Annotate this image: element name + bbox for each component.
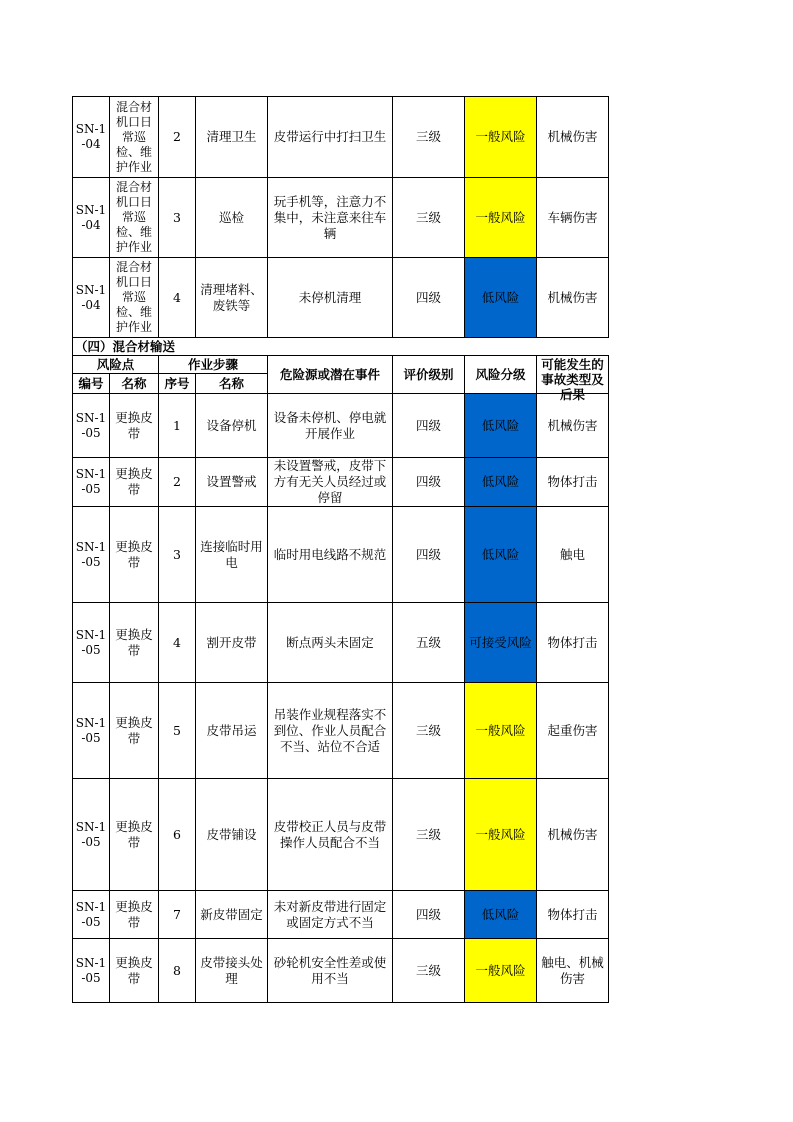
cell-risk: 低风险 — [465, 458, 537, 507]
cell-accident: 机械伤害 — [537, 258, 609, 338]
cell-hazard: 吊装作业规程落实不到位、作业人员配合不当、站位不合适 — [268, 683, 393, 779]
cell-name: 更换皮带 — [110, 458, 159, 507]
cell-seq: 6 — [159, 779, 196, 891]
cell-step: 设备停机 — [196, 394, 268, 458]
cell-seq: 4 — [159, 258, 196, 338]
cell-level: 三级 — [393, 178, 465, 258]
cell-hazard: 皮带校正人员与皮带操作人员配合不当 — [268, 779, 393, 891]
cell-level: 四级 — [393, 394, 465, 458]
table-header — [73, 356, 609, 402]
cell-accident: 物体打击 — [537, 891, 609, 939]
cell-step: 皮带铺设 — [196, 779, 268, 891]
cell-seq: 4 — [159, 603, 196, 683]
cell-name: 更换皮带 — [110, 603, 159, 683]
cell-seq: 8 — [159, 939, 196, 1003]
header-seq: 序号 — [159, 374, 196, 394]
cell-risk: 低风险 — [465, 507, 537, 603]
table-row — [73, 603, 609, 683]
cell-name: 更换皮带 — [110, 939, 159, 1003]
cell-hazard: 未设置警戒，皮带下方有无关人员经过或停留 — [268, 458, 393, 507]
cell-code: SN-1-05 — [73, 779, 110, 891]
cell-step: 新皮带固定 — [196, 891, 268, 939]
cell-hazard: 设备未停机、停电就开展作业 — [268, 394, 393, 458]
cell-code: SN-1-05 — [73, 891, 110, 939]
cell-seq: 7 — [159, 891, 196, 939]
cell-step: 割开皮带 — [196, 603, 268, 683]
cell-hazard: 玩手机等，注意力不集中，未注意来往车辆 — [268, 178, 393, 258]
header-risk: 风险分级 — [465, 356, 537, 394]
cell-name: 更换皮带 — [110, 891, 159, 939]
risk-table-body — [73, 394, 609, 1003]
cell-risk: 一般风险 — [465, 683, 537, 779]
cell-level: 三级 — [393, 779, 465, 891]
cell-step: 皮带接头处理 — [196, 939, 268, 1003]
cell-step: 皮带吊运 — [196, 683, 268, 779]
cell-hazard: 未停机清理 — [268, 258, 393, 338]
cell-name: 混合材机口日常巡检、维护作业 — [110, 97, 159, 178]
risk-table-top — [72, 96, 609, 338]
cell-accident: 机械伤害 — [537, 779, 609, 891]
cell-level: 三级 — [393, 939, 465, 1003]
cell-name: 混合材机口日常巡检、维护作业 — [110, 178, 159, 258]
cell-risk: 一般风险 — [465, 779, 537, 891]
header-work-steps: 作业步骤 — [159, 356, 268, 374]
cell-accident: 触电、机械伤害 — [537, 939, 609, 1003]
header-step-name: 名称 — [196, 374, 268, 394]
cell-seq: 3 — [159, 507, 196, 603]
cell-name: 更换皮带 — [110, 507, 159, 603]
risk-table — [72, 355, 609, 1003]
section-title: （四）混合材输送 — [72, 338, 607, 355]
cell-name: 更换皮带 — [110, 394, 159, 458]
cell-step: 连接临时用电 — [196, 507, 268, 603]
cell-code: SN-1-04 — [73, 178, 110, 258]
header-name: 名称 — [110, 374, 159, 394]
cell-accident: 物体打击 — [537, 603, 609, 683]
table-row — [73, 891, 609, 939]
table-row — [73, 507, 609, 603]
cell-code: SN-1-05 — [73, 683, 110, 779]
table-row — [73, 178, 609, 258]
risk-table-top-body — [73, 97, 609, 338]
cell-level: 四级 — [393, 458, 465, 507]
header-risk-point: 风险点 — [73, 356, 159, 374]
cell-level: 五级 — [393, 603, 465, 683]
cell-name: 更换皮带 — [110, 779, 159, 891]
cell-level: 四级 — [393, 507, 465, 603]
header-hazard: 危险源或潜在事件 — [268, 356, 393, 394]
table-row — [73, 458, 609, 507]
cell-risk: 一般风险 — [465, 97, 537, 178]
cell-risk: 低风险 — [465, 394, 537, 458]
cell-accident: 机械伤害 — [537, 97, 609, 178]
cell-seq: 3 — [159, 178, 196, 258]
cell-accident: 触电 — [537, 507, 609, 603]
header-accident: 可能发生的事故类型及后果 — [541, 357, 604, 402]
cell-seq: 2 — [159, 458, 196, 507]
cell-seq: 1 — [159, 394, 196, 458]
cell-accident: 车辆伤害 — [537, 178, 609, 258]
cell-step: 清理卫生 — [196, 97, 268, 178]
table-row — [73, 683, 609, 779]
cell-risk: 一般风险 — [465, 939, 537, 1003]
cell-code: SN-1-05 — [73, 939, 110, 1003]
cell-level: 四级 — [393, 891, 465, 939]
cell-risk: 低风险 — [465, 258, 537, 338]
cell-hazard: 断点两头未固定 — [268, 603, 393, 683]
header-code: 编号 — [73, 374, 110, 394]
cell-code: SN-1-04 — [73, 97, 110, 178]
cell-hazard: 砂轮机安全性差或使用不当 — [268, 939, 393, 1003]
cell-level: 三级 — [393, 97, 465, 178]
cell-step: 设置警戒 — [196, 458, 268, 507]
cell-name: 更换皮带 — [110, 683, 159, 779]
table-row — [73, 97, 609, 178]
table-row — [73, 258, 609, 338]
cell-risk: 可接受风险 — [465, 603, 537, 683]
table-row — [73, 939, 609, 1003]
cell-step: 巡检 — [196, 178, 268, 258]
cell-step: 清理堵料、废铁等 — [196, 258, 268, 338]
cell-level: 三级 — [393, 683, 465, 779]
cell-risk: 低风险 — [465, 891, 537, 939]
cell-seq: 2 — [159, 97, 196, 178]
cell-hazard: 皮带运行中打扫卫生 — [268, 97, 393, 178]
cell-level: 四级 — [393, 258, 465, 338]
cell-seq: 5 — [159, 683, 196, 779]
cell-name: 混合材机口日常巡检、维护作业 — [110, 258, 159, 338]
cell-risk: 一般风险 — [465, 178, 537, 258]
table-row — [73, 394, 609, 458]
cell-hazard: 临时用电线路不规范 — [268, 507, 393, 603]
cell-code: SN-1-05 — [73, 394, 110, 458]
cell-hazard: 未对新皮带进行固定或固定方式不当 — [268, 891, 393, 939]
cell-code: SN-1-05 — [73, 458, 110, 507]
cell-code: SN-1-04 — [73, 258, 110, 338]
cell-accident: 机械伤害 — [537, 394, 609, 458]
cell-accident: 物体打击 — [537, 458, 609, 507]
cell-code: SN-1-05 — [73, 603, 110, 683]
header-level: 评价级别 — [393, 356, 465, 394]
table-row — [73, 779, 609, 891]
cell-code: SN-1-05 — [73, 507, 110, 603]
cell-accident: 起重伤害 — [537, 683, 609, 779]
